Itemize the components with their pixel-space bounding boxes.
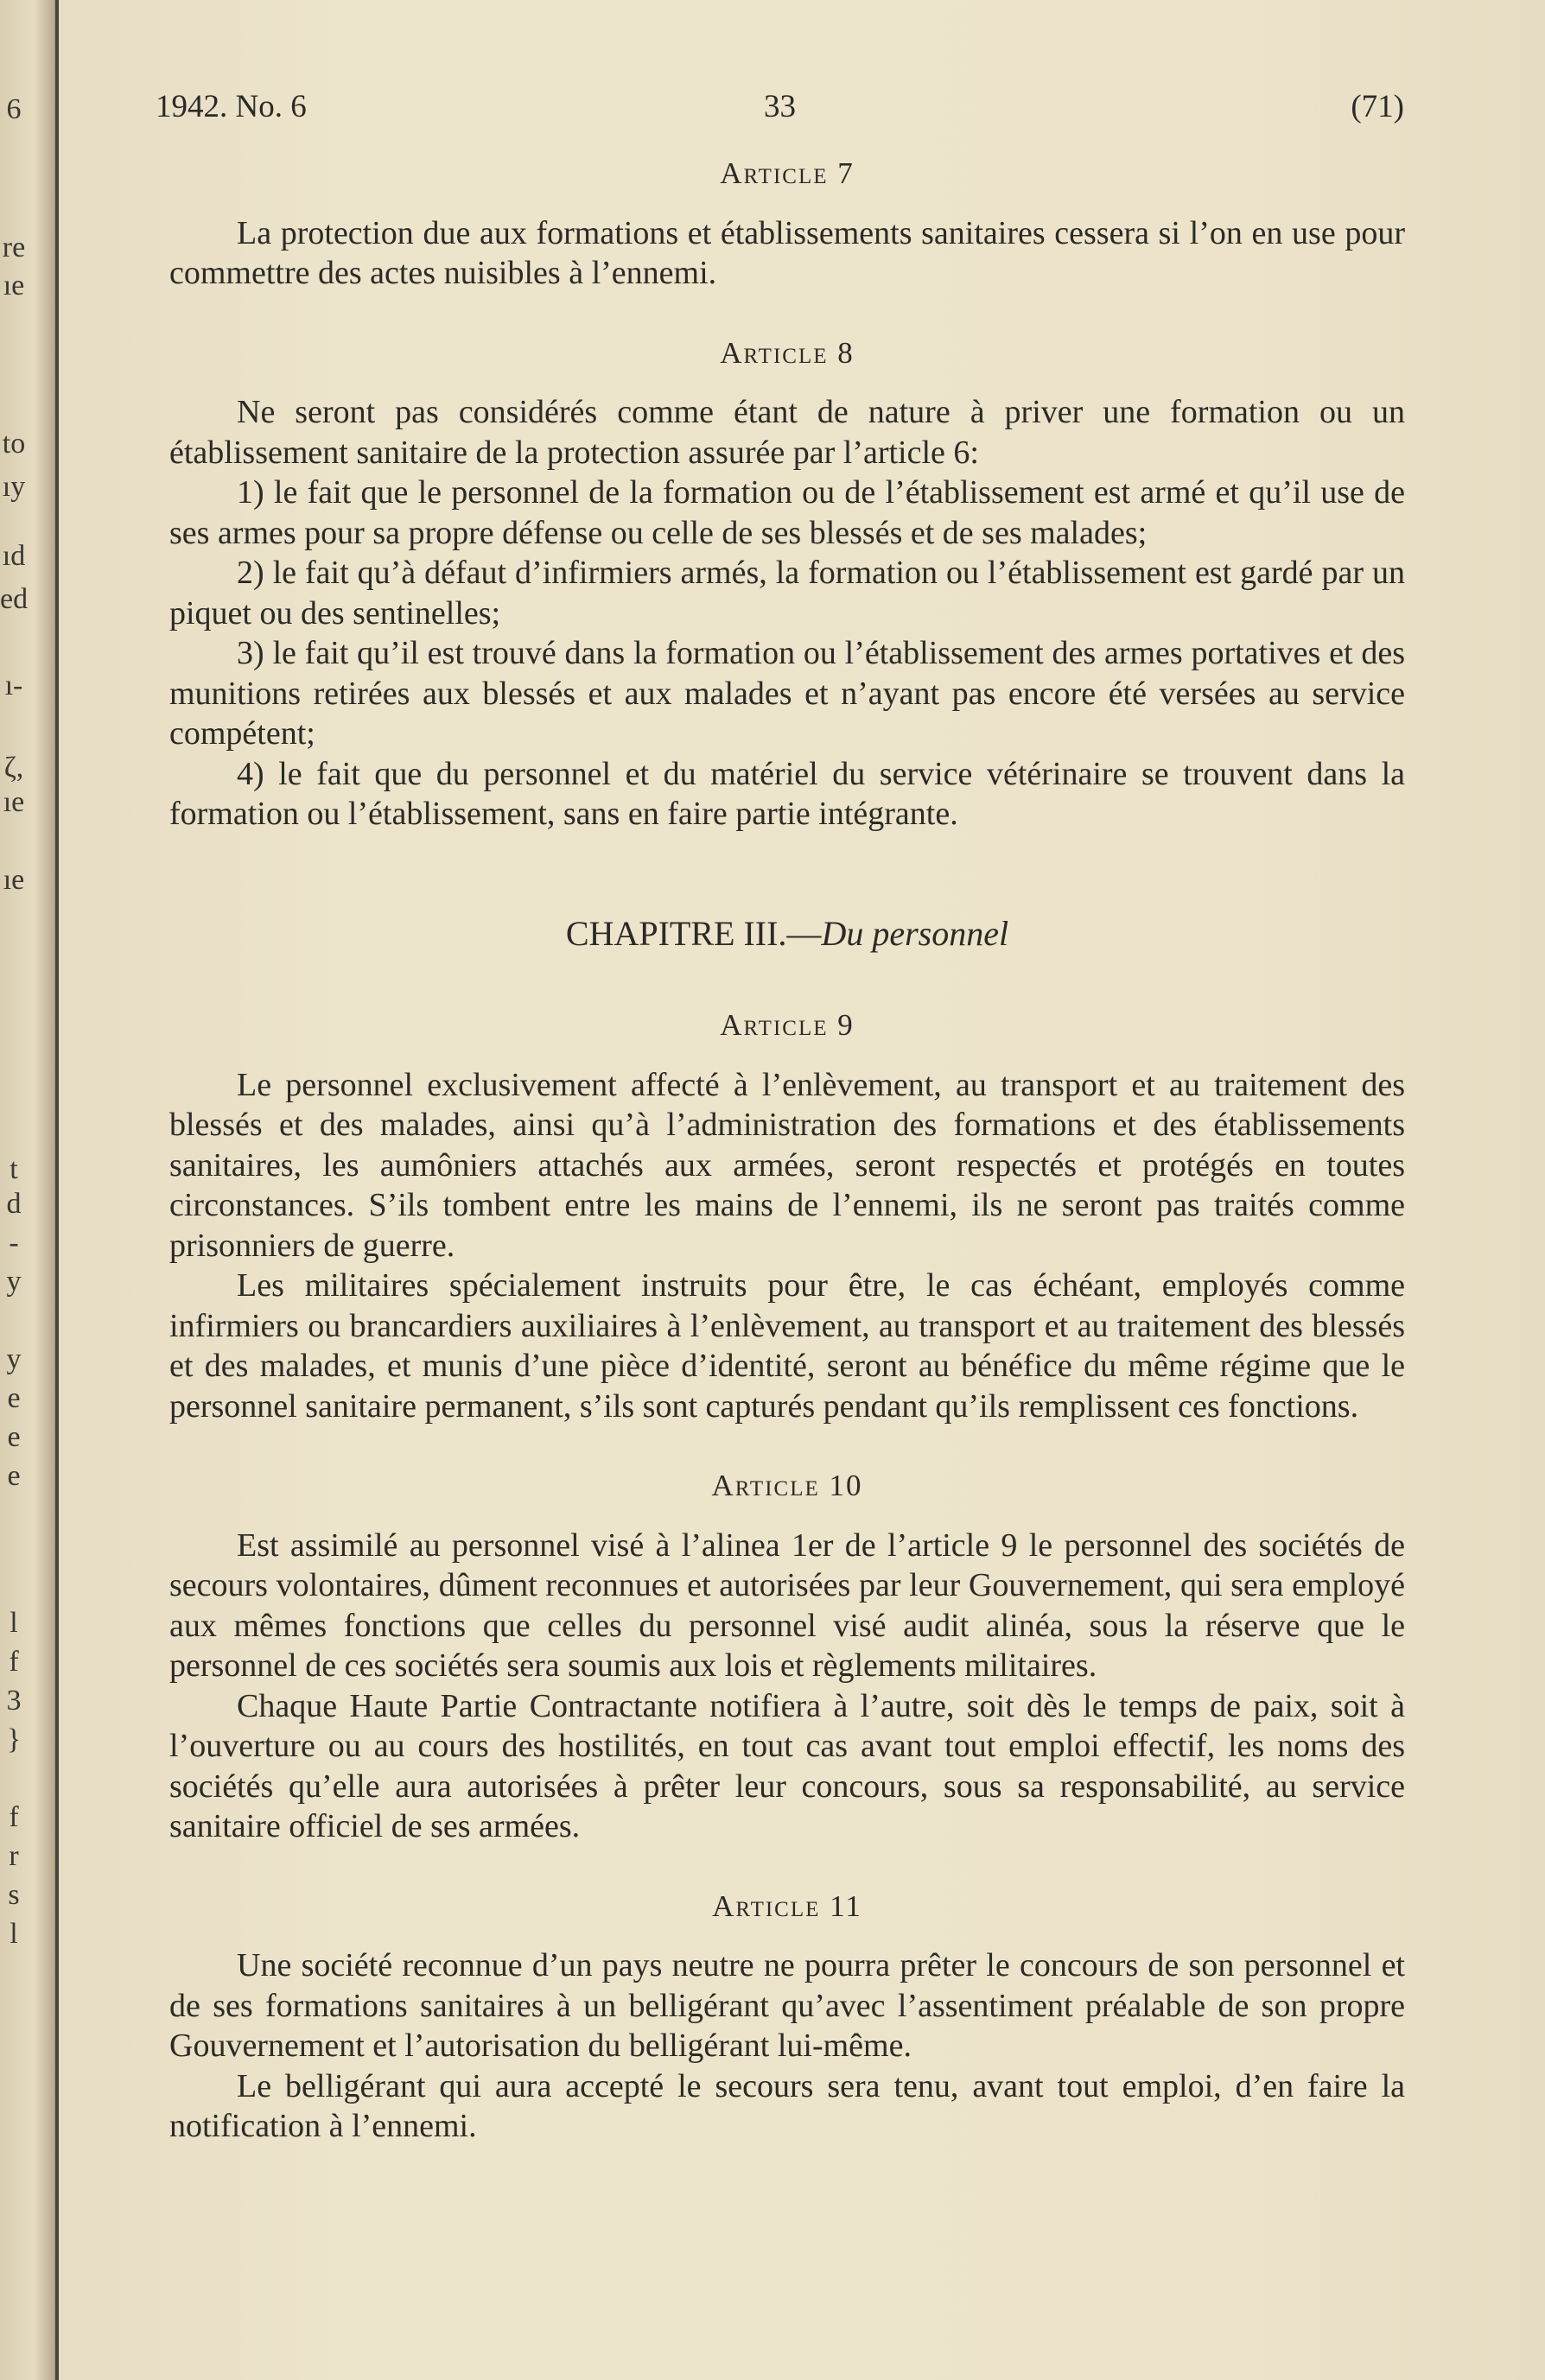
document-page (59, 0, 1545, 2380)
gutter-mark: e (7, 1460, 21, 1492)
gutter-mark: - (9, 1227, 19, 1259)
chapter-title: Du personnel (821, 913, 1009, 953)
article-9-title: Article 9 (720, 1008, 855, 1042)
gutter-mark: ıe (3, 786, 25, 818)
gutter-mark: ı- (4, 670, 23, 701)
article-11-title: Article 11 (712, 1888, 862, 1923)
page-number: 33 (764, 89, 796, 124)
gutter-mark: r (9, 1840, 19, 1872)
gutter-mark: y (6, 1266, 22, 1298)
gutter-mark: s (8, 1879, 20, 1911)
gutter-mark: to (2, 428, 26, 460)
gutter-mark: d (6, 1188, 22, 1220)
page-body (169, 154, 1405, 2147)
article-11-paragraph-2: Le belligérant qui aura accepté le secours sera tenu, avant tout emploi, d’en faire la notification à l’ennemi. (169, 2067, 1405, 2144)
article-7-title: Article 7 (720, 156, 855, 190)
gutter-mark: ıe (3, 864, 25, 896)
article-8-item: 2) le fait qu’à défaut d’infirmiers armés, la formation ou l’établissement est gardé par un piquet ou des sentinelles; (169, 555, 1405, 631)
gutter-mark: e (7, 1421, 21, 1453)
gutter-mark: y (6, 1343, 22, 1375)
header-year-number: 1942. No. 6 (156, 89, 307, 124)
article-8-item: 4) le fait que du personnel et du matériel du service vétérinaire se trouvent dans la formation ou l’établissement, sans en faire partie intégrante. (169, 755, 1405, 832)
gutter-mark: re (2, 232, 26, 263)
chapter-label: CHAPITRE III.— (565, 913, 822, 953)
page-header (156, 88, 1404, 131)
gutter-mark: t (10, 1153, 18, 1185)
article-8-item: 3) le fait qu’il est trouvé dans la formation ou l’établissement des armes portatives et des munitions retirées aux blessés et aux malades et n’ayant pas encore été versées au service compétent; (169, 635, 1405, 752)
article-10-paragraph-2: Chaque Haute Partie Contractante notifiera à l’autre, soit dès le temps de paix, soit à l’ouverture ou au cours des hostilités, en tout cas avant tout emploi effectif, les noms des sociétés qu’elle aura autorisées à prêter leur concours, sous sa responsabilité, au service sanitaire officiel de ses armées. (169, 1687, 1405, 1844)
gutter-mark: 6 (6, 93, 22, 125)
previous-page-edge (0, 0, 57, 2380)
article-9-paragraph-2: Les militaires spécialement instruits pour être, le cas échéant, employés comme infirmiers ou brancardiers auxiliaires à l’enlèvement, au transport et au traitement des blessés et des malades, et munis d’une pièce d’identité, seront au bénéfice du même régime que le personnel sanitaire permanent, s’ils sont capturés pendant qu’ils remplissent ces fonctions. (169, 1267, 1405, 1425)
header-secondary-page-number: (71) (1351, 89, 1404, 124)
gutter-mark: f (9, 1646, 19, 1678)
gutter-mark: } (6, 1723, 22, 1755)
article-7-paragraph: La protection due aux formations et établissements sanitaires cessera si l’on en use pour commettre des actes nuisibles à l’ennemi. (169, 214, 1405, 291)
article-11-paragraph-1: Une société reconnue d’un pays neutre ne pourra prêter le concours de son personnel et de ses formations sanitaires à un belligérant qu’avec l’assentiment préalable de son propre Gouvernement et l’autorisation du belligérant lui-même. (169, 1947, 1405, 2064)
gutter-mark: ıe (3, 270, 25, 301)
gutter-mark: ζ, (3, 752, 24, 784)
gutter-mark: l (10, 1918, 18, 1950)
article-8-intro: Ne seront pas considérés comme étant de nature à priver une formation ou un établissement sanitaire de la protection assurée par l’article 6: (169, 394, 1405, 471)
article-9-paragraph-1: Le personnel exclusivement affecté à l’enlèvement, au transport et au traitement des blessés et des malades, ainsi qu’à l’administration des formations et des établissements sanitaires, les aumôniers attachés aux armées, seront respectés et protégés en toutes circonstances. S’ils tombent entre les mains de l’ennemi, ils ne seront pas traités comme prisonniers de guerre. (169, 1066, 1405, 1264)
gutter-mark: e (7, 1382, 21, 1414)
article-8-title: Article 8 (720, 335, 855, 370)
article-10-paragraph-1: Est assimilé au personnel visé à l’alinea 1er de l’article 9 le personnel des sociétés de secours volontaires, dûment reconnues et autorisées par leur Gouvernement, qui sera employé aux mêmes fonctions que celles du personnel visé audit alinéa, sous la réserve que le personnel de ces sociétés sera soumis aux lois et règlements militaires. (169, 1526, 1405, 1684)
gutter-mark: l (10, 1607, 18, 1639)
article-10-title: Article 10 (711, 1469, 863, 1502)
gutter-mark: f (9, 1801, 19, 1833)
gutter-mark: ıd (2, 540, 26, 572)
gutter-mark: ıy (2, 471, 26, 503)
gutter-mark: 3 (6, 1685, 22, 1717)
article-8-item: 1) le fait que le personnel de la formation ou de l’établissement est armé et qu’il use de ses armes pour sa propre défense ou celle de ses blessés et de ses malades; (169, 474, 1405, 551)
gutter-mark: ed (0, 583, 29, 615)
chapter-heading (169, 914, 1405, 955)
